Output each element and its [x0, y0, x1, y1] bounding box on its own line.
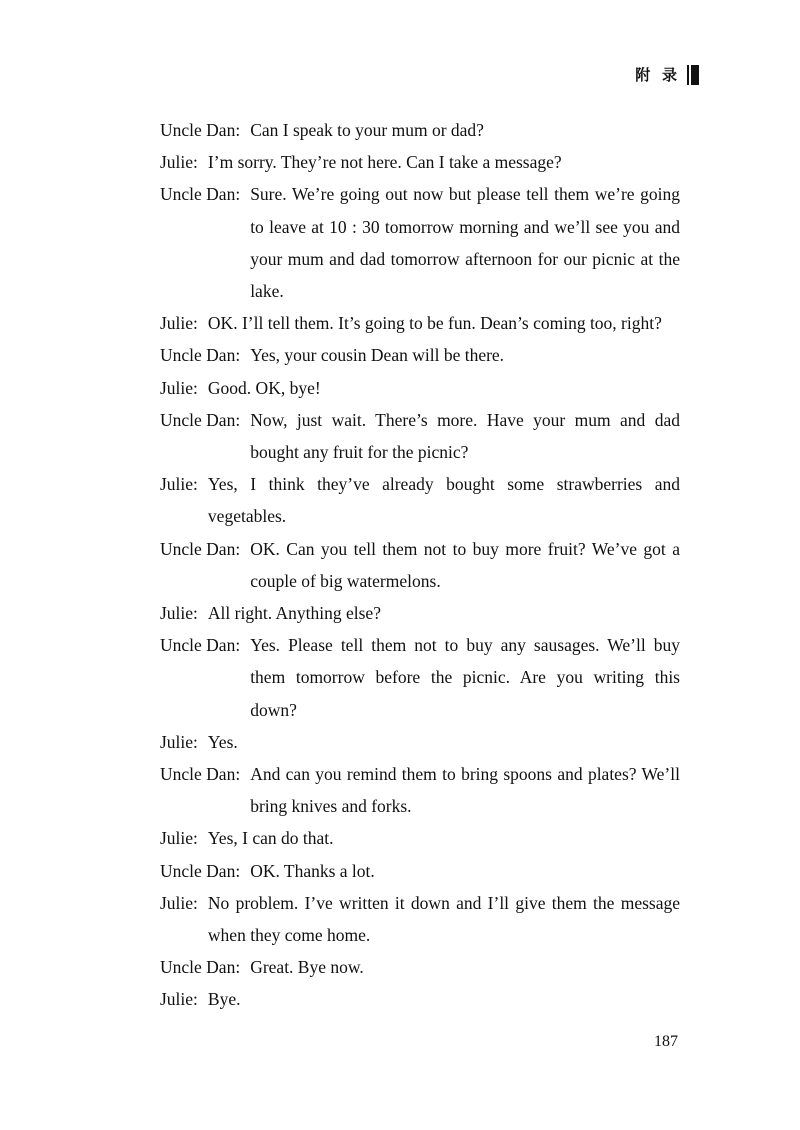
page-number: 187 [654, 1033, 678, 1050]
dialogue-line [160, 758, 680, 822]
speech-text: Now, just wait. There’s more. Have your mum and dad bought any fruit for the picnic? [250, 409, 680, 463]
speaker-name: Uncle Dan: [160, 860, 241, 881]
speaker-name: Uncle Dan: [160, 538, 241, 559]
speaker-name: Julie: [160, 731, 198, 752]
speaker-name: Uncle Dan: [160, 635, 241, 656]
speech-text: All right. Anything else? [207, 603, 381, 624]
header-title: 附 录 [635, 68, 681, 84]
speech-text: OK. Thanks a lot. [250, 860, 375, 881]
speaker-name: Julie: [160, 377, 198, 398]
header-bar-icon [687, 65, 699, 85]
speaker-name: Uncle Dan: [160, 184, 241, 205]
dialogue-line [160, 339, 680, 371]
speaker-name: Julie: [160, 313, 198, 334]
dialogue-line [160, 629, 680, 726]
speech-text: Good. OK, bye! [207, 377, 321, 398]
dialogue-line [160, 146, 680, 178]
speaker-name: Uncle Dan: [160, 345, 241, 366]
speaker-name: Julie: [160, 603, 198, 624]
speaker-name: Julie: [160, 892, 198, 913]
speech-text: And can you remind them to bring spoons and plates? We’ll bring knives and forks. [250, 764, 680, 817]
speech-text: Bye. [207, 989, 241, 1010]
dialogue-line [160, 533, 680, 597]
speaker-name: Julie: [160, 828, 198, 849]
dialogue-line [160, 951, 680, 983]
dialogue-line [160, 307, 680, 339]
speaker-name: Julie: [160, 989, 198, 1010]
speaker-name: Uncle Dan: [160, 409, 241, 430]
dialogue-line [160, 404, 680, 468]
speech-text: Yes, I think they’ve already bought some strawberries and vegetables. [207, 474, 680, 527]
dialogue-line [160, 887, 680, 951]
speaker-name: Uncle Dan: [160, 957, 241, 978]
speech-text: Yes, I can do that. [207, 828, 334, 849]
speech-text: OK. I’ll tell them. It’s going to be fun. Dean’s coming too, right? [207, 313, 662, 334]
dialogue-line [160, 372, 680, 404]
speaker-name: Julie: [160, 152, 198, 173]
speech-text: No problem. I’ve written it down and I’ll give them the message when they come home. [207, 892, 680, 946]
dialogue-line [160, 178, 680, 307]
dialogue-line [160, 726, 680, 758]
dialogue-line [160, 114, 680, 146]
speaker-name: Julie: [160, 474, 198, 495]
speech-text: Sure. We’re going out now but please tell them we’re going to leave at 10 : 30 tomorrow morning and we’ll see you and your mum and dad tomorrow afternoon for our picnic at the lake. [250, 184, 680, 302]
speech-text: Can I speak to your mum or dad? [250, 120, 484, 140]
speaker-name: Uncle Dan: [160, 120, 241, 140]
dialogue-line [160, 855, 680, 887]
dialogue-line [160, 468, 680, 532]
speech-text: Yes, your cousin Dean will be there. [250, 345, 505, 366]
speech-text: OK. Can you tell them not to buy more fruit? We’ve got a couple of big watermelons. [250, 538, 680, 591]
dialogue-line [160, 983, 680, 1015]
dialogue-transcript [160, 114, 680, 1016]
speech-text: I’m sorry. They’re not here. Can I take a message? [207, 152, 562, 173]
page-header [635, 64, 699, 85]
speech-text: Yes. Please tell them not to buy any sausages. We’ll buy them tomorrow before the picnic. Are you writing this down? [250, 635, 680, 720]
dialogue-line [160, 822, 680, 854]
speaker-name: Uncle Dan: [160, 764, 241, 785]
speech-text: Yes. [207, 731, 238, 752]
dialogue-line [160, 597, 680, 629]
speech-text: Great. Bye now. [250, 957, 364, 978]
